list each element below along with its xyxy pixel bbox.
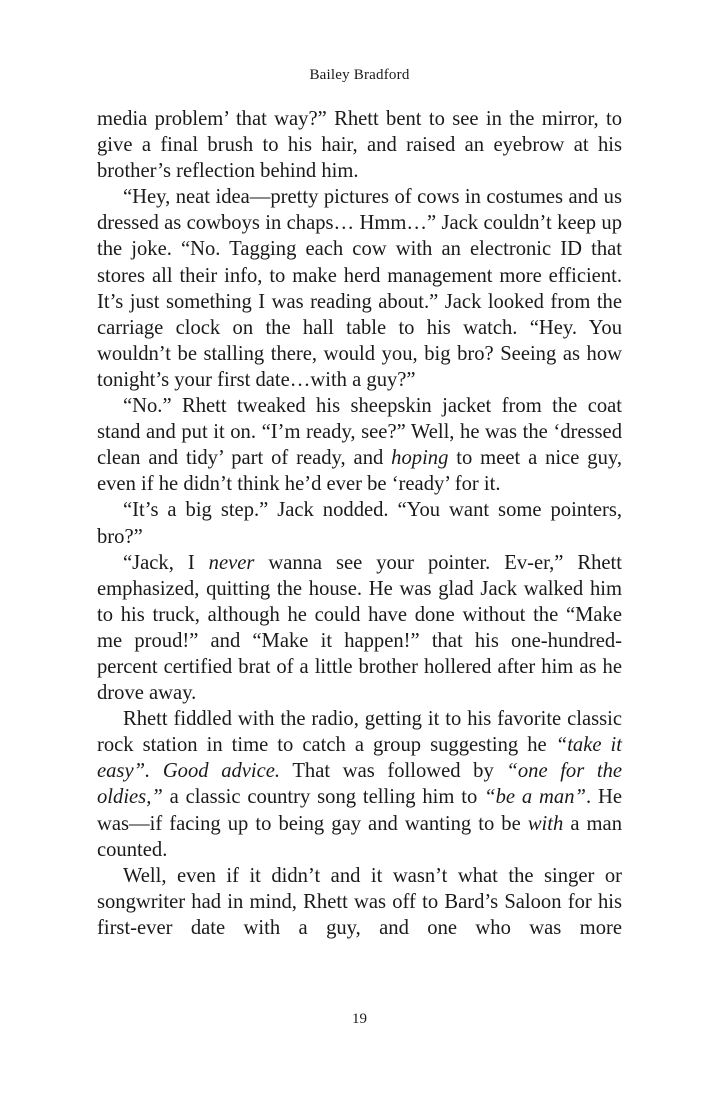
running-header-author: Bailey Bradford [309, 67, 410, 83]
italic-run: “be a man” [484, 786, 586, 809]
text-run: “Jack, I [123, 551, 209, 574]
text-run: “No.” Rhett tweaked his sheepskin jacket from the coat stand and put it on. “I’m ready, see?” Well, he was the ‘dressed clean and tidy’ part of ready, and [97, 395, 622, 470]
paragraph [97, 106, 622, 184]
italic-run: with [527, 812, 564, 835]
text-run: That was followed by [280, 760, 507, 783]
paragraph [97, 184, 622, 393]
text-run: Rhett fiddled with the radio, getting it to his favorite classic rock station in time to catch a group suggesting he [97, 708, 622, 757]
text-run: a classic country song telling him to [162, 786, 485, 809]
paragraph [97, 550, 622, 707]
text-run: a man counted. [97, 812, 622, 861]
italic-run: “take it easy”. Good advice. [97, 734, 622, 783]
body-text [97, 106, 622, 941]
text-run: “Hey, neat idea—pretty pictures of cows in costumes and us dressed as cowboys in chaps… Hmm…” Jack couldn’t keep up the joke. “No. Tagging each cow with an electronic ID that stores all their info, to make herd management more efficient. It’s just something I was reading about.” Jack looked from the carriage clock on the hall table to his watch. “Hey. You wouldn’t be stalling there, would you, big bro? Seeing as how tonight’s your first date…with a guy?” [97, 186, 622, 391]
text-run: media problem’ that way?” Rhett bent to see in the mirror, to give a final brush to his hair, and raised an eyebrow at his brother’s reflection behind him. [97, 108, 622, 183]
italic-run: hoping [391, 447, 449, 470]
text-run: “It’s a big step.” Jack nodded. “You want some pointers, bro?” [97, 499, 622, 548]
paragraph [97, 706, 622, 863]
page-number: 19 [352, 1011, 367, 1027]
italic-run: “one for the oldies,” [97, 760, 623, 809]
paragraph [97, 497, 622, 549]
text-run: to meet a nice guy, even if he didn’t think he’d ever be ‘ready’ for it. [97, 447, 622, 496]
text-run: . He was—if facing up to being gay and wanting to be [97, 786, 622, 835]
text-run: Well, even if it didn’t and it wasn’t what the singer or songwriter had in mind, Rhett was off to Bard’s Saloon for his first-ever date with a guy, and one who was more [97, 864, 622, 939]
paragraph [97, 393, 622, 497]
paragraph [97, 863, 622, 941]
italic-run: never [208, 551, 255, 574]
text-run: wanna see your pointer. Ev-er,” Rhett emphasized, quitting the house. He was glad Jack walked him to his truck, although he could have done without the “Make me proud!” and “Make it happen!” that his one-hundred-percent certified brat of a little brother hollered after him as he drove away. [97, 551, 622, 705]
